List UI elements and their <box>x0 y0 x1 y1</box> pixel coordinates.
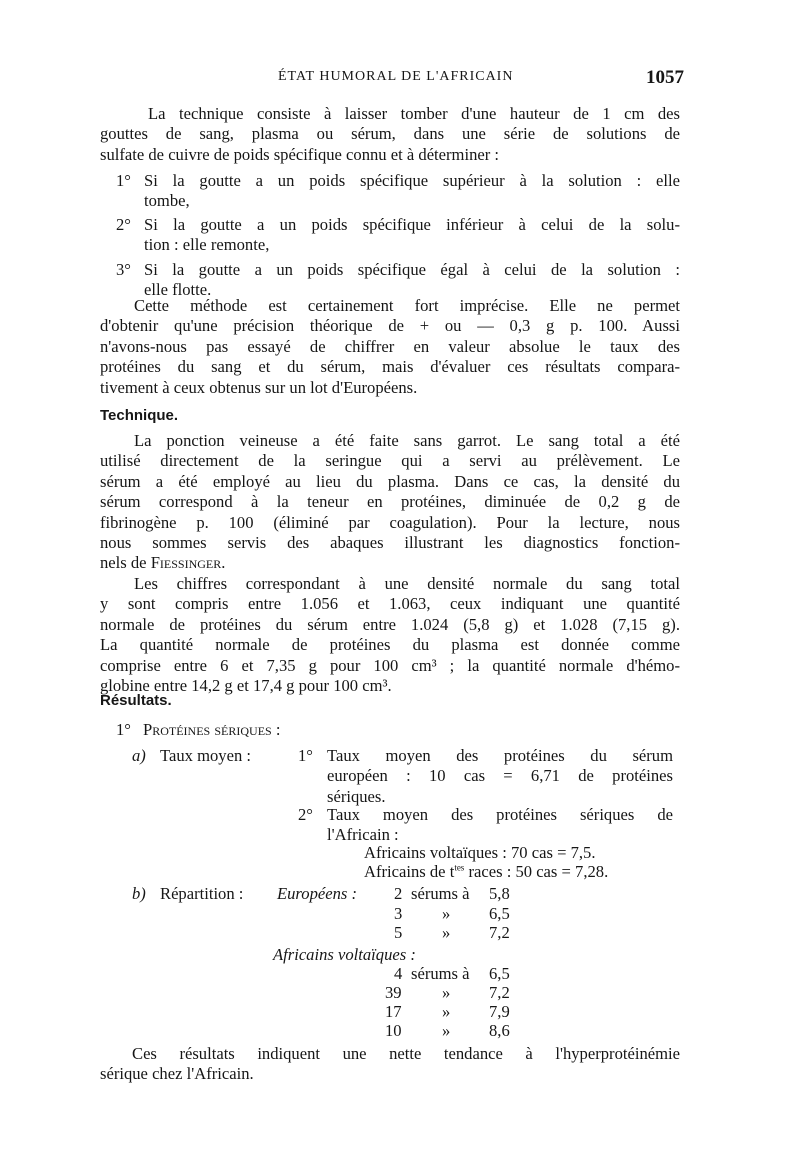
table-cell-value: 8,6 <box>489 1021 510 1040</box>
text-line: nous sommes servis des abaques illustrant les diagnostics fonction- <box>100 532 680 552</box>
table-cell-value: 7,2 <box>489 923 510 942</box>
text-fragment: nels de <box>100 553 151 573</box>
table-cell-text: » <box>442 1002 451 1021</box>
table-cell-text: » <box>442 1021 451 1040</box>
page-header <box>0 67 800 91</box>
text-line: La quantité normale de protéines du plasma est donnée comme <box>100 635 680 655</box>
all-races-mean <box>364 862 608 882</box>
text-line: gouttes de sang, plasma ou sérum, dans une série de solutions de <box>100 124 680 144</box>
text-line: européen : 10 cas = 6,71 de protéines <box>327 766 673 786</box>
text-line: Si la goutte a un poids spécifique inférieur à celui de la solu- <box>144 215 680 234</box>
text-line <box>100 553 680 573</box>
conclusion-paragraph <box>100 1044 680 1085</box>
europeans-label: Européens : <box>277 884 358 903</box>
table-cell-text: sérums à <box>411 884 470 903</box>
voltaic-mean: Africains voltaïques : 70 cas = 7,5. <box>364 843 596 862</box>
table-cell-value: 7,9 <box>489 1002 510 1021</box>
case-number: 3° <box>116 260 131 279</box>
text-line: tion : elle remonte, <box>144 235 270 255</box>
text-line: Les chiffres correspondant à une densité normale du sang total <box>134 574 680 593</box>
text-line: comprise entre 6 et 7,35 g pour 100 cm³ ; la quantité normale d'hémo- <box>100 655 680 675</box>
text-line: Cette méthode est certainement fort imprécise. Elle ne permet <box>134 296 680 315</box>
table-cell-count: 39 <box>385 983 402 1002</box>
table-cell-value: 6,5 <box>489 904 510 923</box>
section-heading-results: Résultats. <box>100 692 172 709</box>
text-line: sériques. <box>327 786 386 806</box>
table-cell-text: sérums à <box>411 964 470 983</box>
table-cell-count: 10 <box>385 1021 402 1040</box>
table-cell-count: 4 <box>394 964 403 983</box>
technique-paragraph <box>100 431 680 574</box>
sub-number: 2° <box>298 805 313 824</box>
european-mean-text <box>327 746 673 807</box>
table-cell-value: 7,2 <box>489 983 510 1002</box>
text-line: elle flotte. <box>144 280 212 300</box>
table-cell-value: 6,5 <box>489 964 510 983</box>
table-cell-text: » <box>442 923 451 942</box>
table-cell-text: » <box>442 983 451 1002</box>
list-item <box>116 260 680 301</box>
text-line: l'Africain : <box>327 825 399 845</box>
text-line: Taux moyen des protéines sériques de <box>327 805 673 824</box>
item-label-a: a) <box>132 746 146 765</box>
case-number: 2° <box>116 215 131 234</box>
text-line: d'obtenir qu'une précision théorique de + ou — 0,3 g p. 100. Aussi <box>100 316 680 336</box>
case-list <box>116 171 680 300</box>
normal-values-paragraph <box>100 574 680 696</box>
text-line: Si la goutte a un poids spécifique égal à celui de la solution : <box>144 260 680 279</box>
text-line: normale de protéines du sérum entre 1.024 (5,8 g) et 1.028 (7,15 g). <box>100 614 680 634</box>
text-line: y sont compris entre 1.056 et 1.063, ceux indiquant une quantité <box>100 594 680 614</box>
page-number: 1057 <box>646 67 684 88</box>
list-item <box>116 171 680 212</box>
case-number: 1° <box>116 171 131 190</box>
text-line: sérum correspond à la teneur en protéines, diminuée de 0,2 g de <box>100 492 680 512</box>
running-title: ÉTAT HUMORAL DE L'AFRICAIN <box>278 69 514 84</box>
table-cell-count: 2 <box>394 884 403 903</box>
item-label-b: b) <box>132 884 146 903</box>
item-title-a: Taux moyen : <box>160 746 252 765</box>
text-line: tombe, <box>144 191 190 211</box>
subsection-title: Protéines sériques : <box>143 720 281 739</box>
voltaic-africans-label: Africains voltaïques : <box>273 945 416 964</box>
text-fragment: . <box>221 553 226 573</box>
text-line: globine entre 14,2 g et 17,4 g pour 100 cm³. <box>100 675 392 695</box>
table-cell-count: 5 <box>394 923 403 942</box>
text-line: sérum a été employé au lieu du plasma. Dans ce cas, la densité du <box>100 471 680 491</box>
text-line: tivement à ceux obtenus sur un lot d'Européens. <box>100 377 418 397</box>
text-line: n'avons-nous pas essayé de chiffrer en valeur absolue le taux des <box>100 336 680 356</box>
table-cell-count: 3 <box>394 904 403 923</box>
text-line: Taux moyen des protéines du sérum <box>327 746 673 765</box>
text-fragment: races : 50 cas = 7,28. <box>464 862 609 881</box>
text-line: La ponction veineuse a été faite sans garrot. Le sang total a été <box>134 431 680 450</box>
text-line: Ces résultats indiquent une nette tendance à l'hyperprotéinémie <box>132 1044 680 1063</box>
text-line: utilisé directement de la seringue qui a servi au prélèvement. Le <box>100 451 680 471</box>
list-item <box>116 215 680 258</box>
table-cell-text: » <box>442 904 451 923</box>
text-line: protéines du sang et du sérum, mais d'évaluer ces résultats compara- <box>100 357 680 377</box>
text-line: Si la goutte a un poids spécifique supérieur à la solution : elle <box>144 171 680 190</box>
superscript: tes <box>454 862 465 873</box>
method-paragraph <box>100 296 680 398</box>
item-title-b: Répartition : <box>160 884 244 903</box>
author-name: Fiessinger <box>150 553 222 573</box>
subsection-number: 1° <box>116 720 131 739</box>
text-line: La technique consiste à laisser tomber d'une hauteur de 1 cm des <box>148 104 680 123</box>
section-heading-technique: Technique. <box>100 407 179 424</box>
text-fragment: Africains de t <box>364 862 455 881</box>
text-line: fibrinogène p. 100 (éliminé par coagulation). Pour la lecture, nous <box>100 512 680 532</box>
sub-number: 1° <box>298 746 313 765</box>
text-line: sulfate de cuivre de poids spécifique connu et à déterminer : <box>100 144 500 164</box>
african-mean-text <box>327 805 673 846</box>
table-cell-value: 5,8 <box>489 884 510 903</box>
text-line: sérique chez l'Africain. <box>100 1064 254 1084</box>
table-cell-count: 17 <box>385 1002 402 1021</box>
intro-paragraph <box>100 104 680 165</box>
